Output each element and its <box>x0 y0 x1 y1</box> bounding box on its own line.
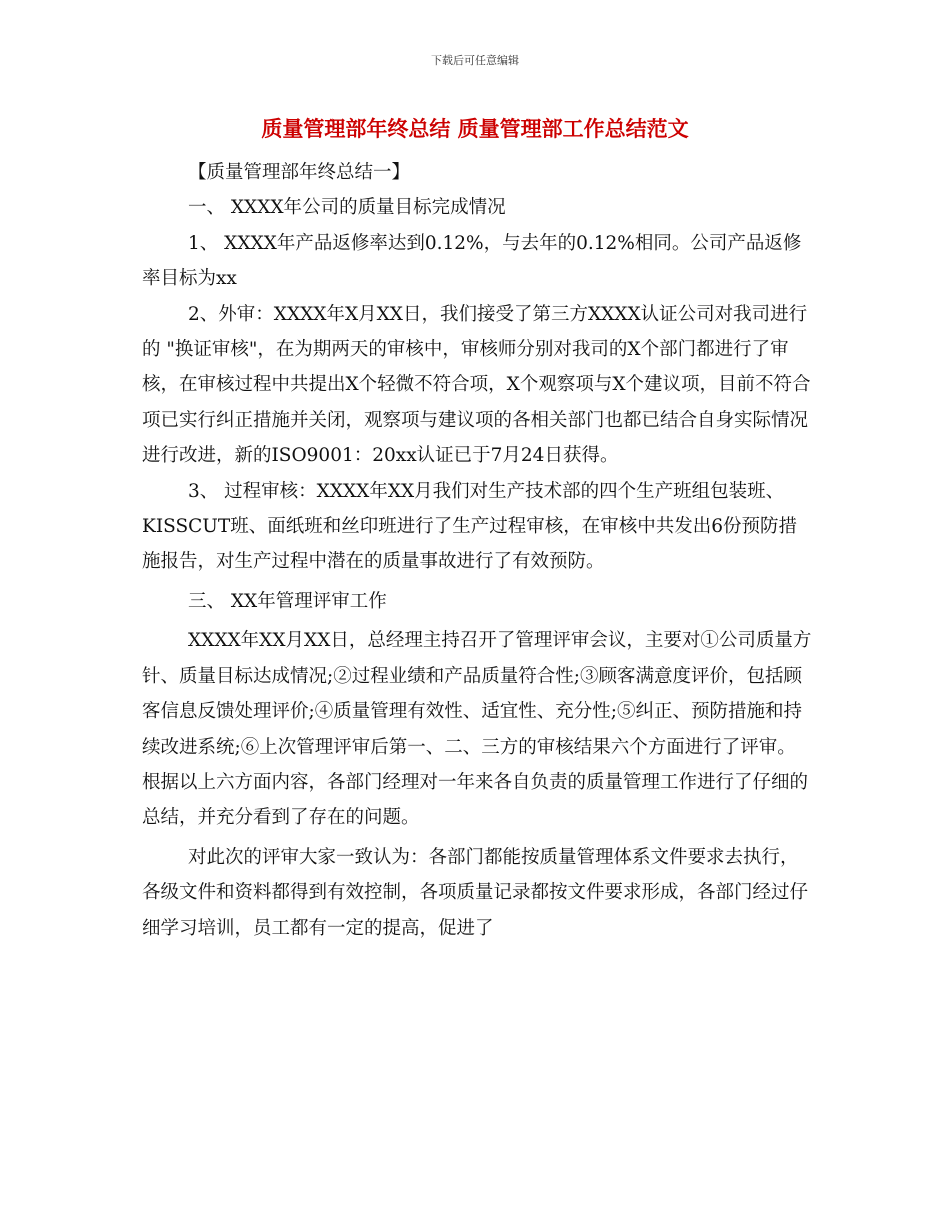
paragraph-item-heading: 三、 XX年管理评审工作 <box>188 590 387 612</box>
paragraph: 对此次的评审大家一致认为：各部门都能按质量管理体系文件要求去执行，各级文件和资料都得到有效控制，各项质量记录都按文件要求形成，各部门经过仔细学习培训，员工都有一定的提高，促进了 <box>142 846 809 939</box>
header-note: 下载后可任意编辑 <box>431 54 519 67</box>
paragraph: 1、 XXXX年产品返修率达到0.12%，与去年的0.12%相同。公司产品返修率目标为xx <box>142 232 802 290</box>
paragraph: XXXX年XX月XX日，总经理主持召开了管理评审会议，主要对①公司质量方针、质量目标达成情况;②过程业绩和产品质量符合性;③顾客满意度评价，包括顾客信息反馈处理评价;④质量管理有效性、适宜性、充分性;⑤纠正、预防措施和持续改进系统;⑥上次管理评审后第一、二、三方的审核结果六个方面进行了评审。根据以上六方面内容，各部门经理对一年来各自负责的质量管理工作进行了仔细的总结，并充分看到了存在的问题。 <box>142 630 812 829</box>
paragraph-item-heading: 一、 XXXX年公司的质量目标完成情况 <box>188 197 506 219</box>
paragraph: 3、 过程审核：XXXX年XX月我们对生产技术部的四个生产班组包装班、KISSCUT班、面纸班和丝印班进行了生产过程审核，在审核中共发出6份预防措施报告，对生产过程中潜在的质量事故进行了有效预防。 <box>142 480 798 573</box>
paragraph-section-heading: 【质量管理部年终总结一】 <box>188 162 411 183</box>
paragraph: 2、外审：XXXX年X月XX日，我们接受了第三方XXXX认证公司对我司进行的 "换证审核"，在为期两天的审核中，审核师分别对我司的X个部门都进行了审核，在审核过程中共提出X个轻微不符合项，X个观察项与X个建议项，目前不符合项已实行纠正措施并关闭，观察项与建议项的各相关部门也都已结合自身实际情况进行改进，新的ISO9001：20xx认证已于7月24日获得。 <box>142 303 811 467</box>
document-title: 质量管理部年终总结 质量管理部工作总结范文 <box>261 117 689 141</box>
document-body <box>142 155 812 946</box>
